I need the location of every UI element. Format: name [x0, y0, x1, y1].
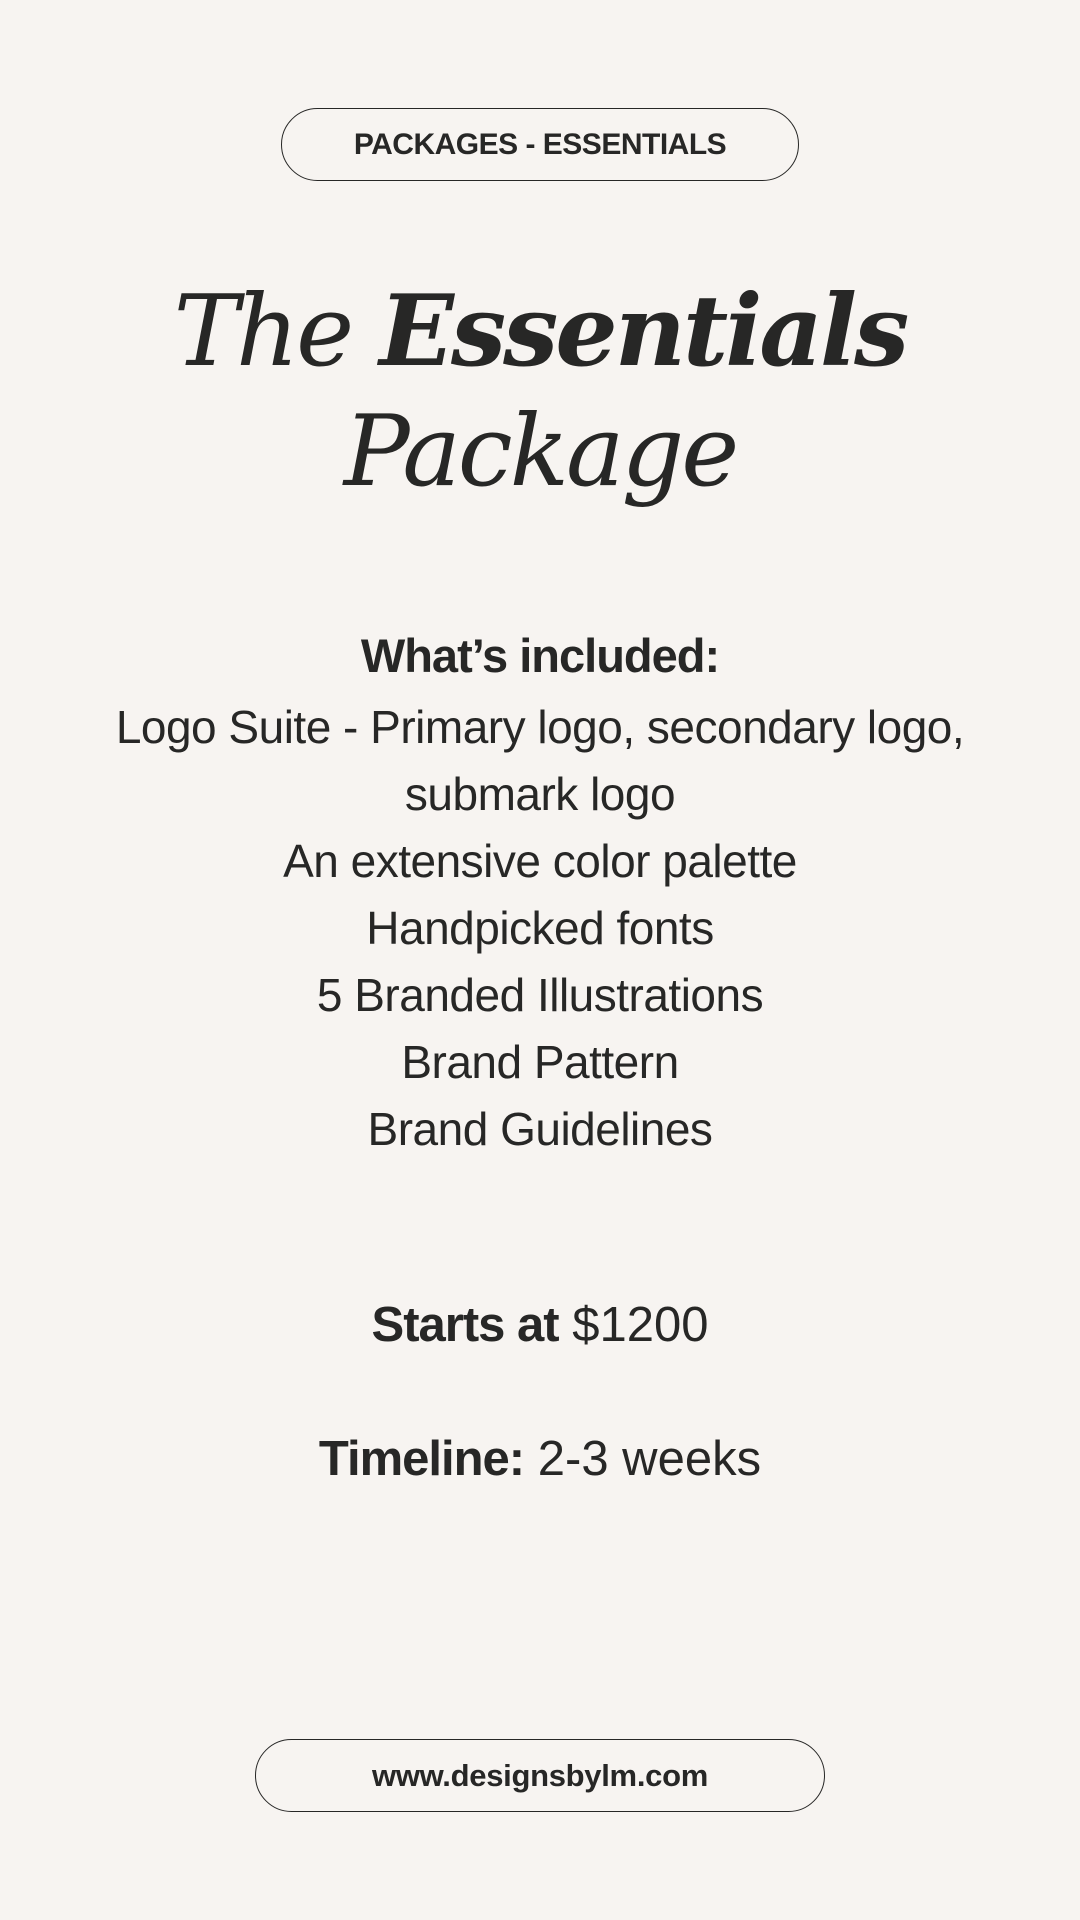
list-item: submark logo — [404, 768, 676, 820]
title-line-1 — [0, 272, 1080, 392]
page-title — [0, 272, 1080, 512]
price-value: $1200 — [572, 1298, 709, 1352]
website-url: www.designsbylm.com — [372, 1757, 708, 1793]
timeline-label: Timeline: — [318, 1432, 525, 1486]
price-line — [0, 1293, 1080, 1357]
list-item: Logo Suite - Primary logo, secondary logo, — [115, 701, 965, 753]
website-link[interactable] — [255, 1739, 825, 1812]
list-item: An extensive color palette — [283, 835, 797, 887]
list-item: Handpicked fonts — [366, 902, 714, 954]
included-list — [0, 694, 1080, 1163]
timeline-value: 2-3 weeks — [537, 1432, 762, 1486]
title-essentials: Essentials — [379, 274, 907, 389]
list-item: Brand Guidelines — [367, 1103, 713, 1155]
package-tag-label: PACKAGES - ESSENTIALS — [353, 127, 727, 161]
title-the: The — [173, 275, 352, 389]
title-line-2: Package — [343, 395, 737, 509]
price-label: Starts at — [371, 1298, 559, 1352]
list-item: Brand Pattern — [401, 1036, 679, 1088]
included-heading: What’s included: — [360, 629, 720, 682]
included-section — [0, 618, 1080, 1163]
timeline-line — [0, 1427, 1080, 1491]
package-tag — [281, 108, 799, 181]
list-item: 5 Branded Illustrations — [316, 969, 764, 1021]
